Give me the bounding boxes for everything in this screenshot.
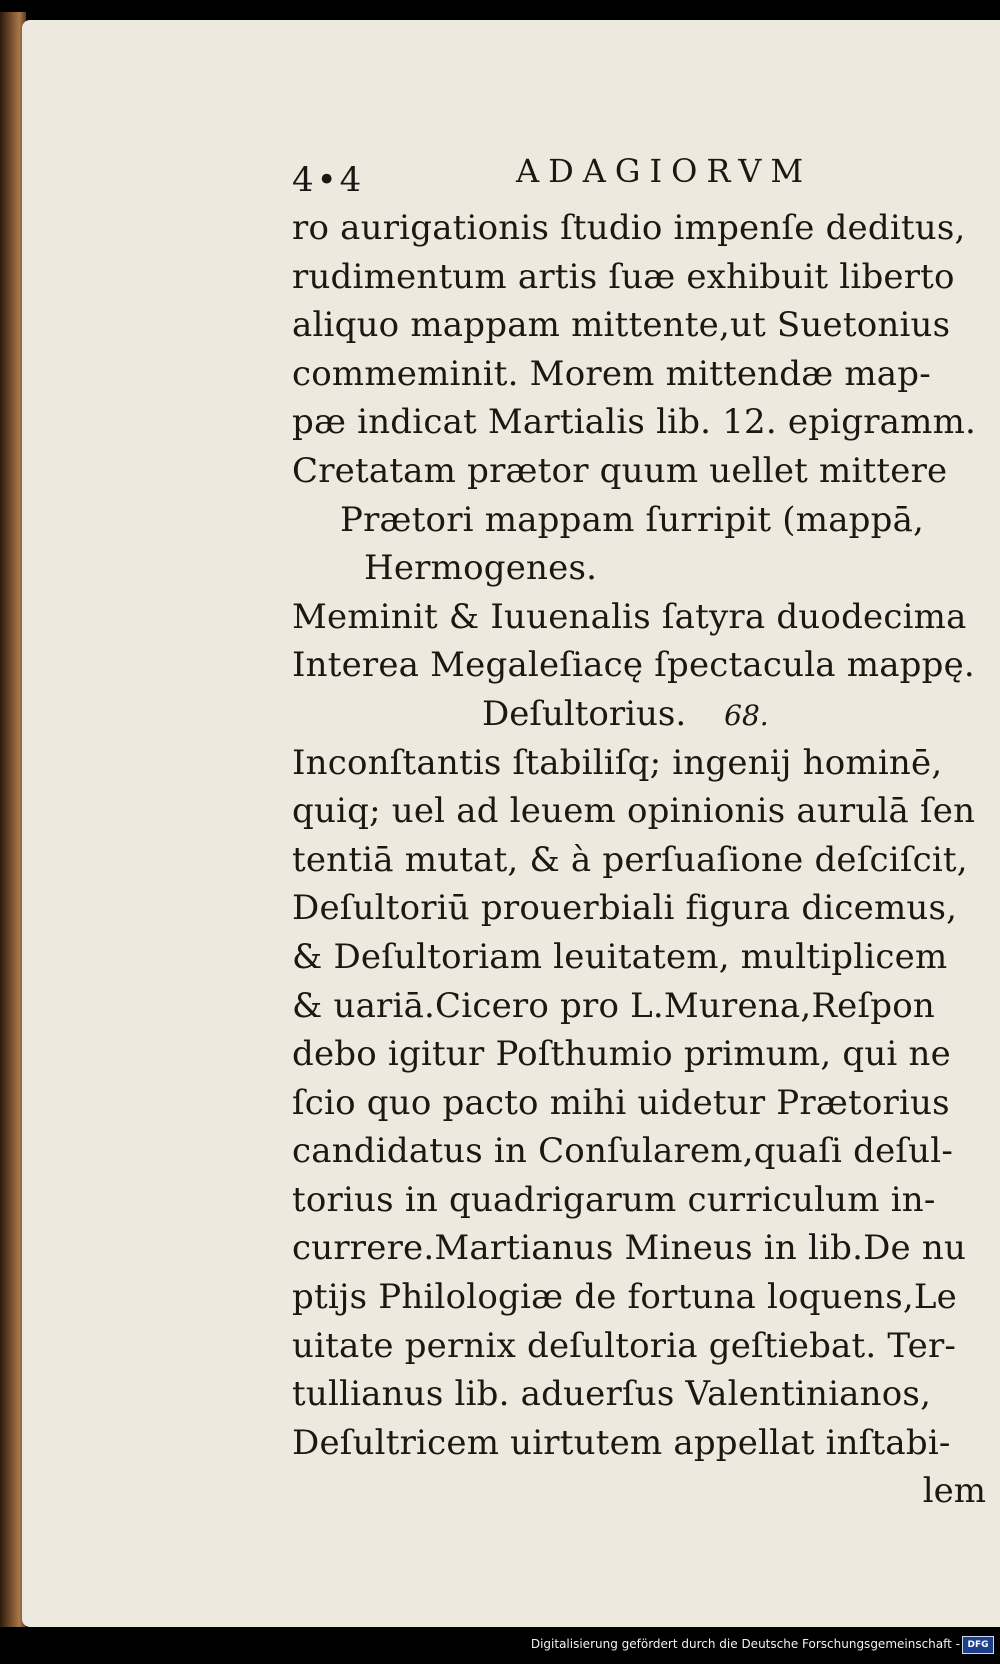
text-line: tentiā mutat, & à perſuaſione deſciſcit, [292,839,968,880]
text-line: rudimentum artis ſuæ exhibuit liberto [292,256,955,297]
text-line: aliquo mappam mittente,ut Suetonius [292,305,951,346]
verse-line: Hermogenes. [364,548,598,589]
text-line: Interea Megaleſiacę ſpectacula mappę. [292,645,975,686]
running-head [292,152,992,204]
adage-heading [292,690,992,739]
footer-bar [0,1627,1000,1664]
text-line: debo igitur Poſthumio primum, qui ne [292,1034,951,1075]
text-line: quiq; uel ad leuem opinionis aurulā ſen [292,791,976,832]
text-line: & Deſultoriam leuitatem, multiplicem [292,936,948,977]
book-page [22,20,1000,1627]
text-line: ro aurigationis ſtudio impenſe deditus, [292,208,966,248]
text-line: ptijs Philologiæ de fortuna loquens,Le [292,1277,957,1318]
adage-number: 68. [724,698,769,732]
text-line: tullianus lib. aduerſus Valentinianos, [292,1374,932,1415]
adage-title: Deſultorius. [482,693,687,734]
text-line: commeminit. Morem mittendæ map- [292,353,931,394]
text-line: torius in quadrigarum curriculum in- [292,1179,936,1220]
text-line: candidatus in Conſularem,quaſi deſul- [292,1131,954,1172]
text-line: ſcio quo pacto mihi uidetur Prætorius [292,1082,950,1123]
text-line: currere.Martianus Mineus in lib.De nu [292,1228,967,1269]
text-line: Deſultricem uirtutem appellat inſtabi- [292,1422,951,1463]
text-block [292,152,992,1516]
text-line: Meminit & Iuuenalis ſatyra duodecima [292,596,967,637]
catchword: lem [922,1471,986,1512]
funding-credit: Digitalisierung gefördert durch die Deutsche Forschungsgemeinschaft - [530,1637,960,1651]
text-line: Cretatam prætor quum uellet mittere [292,450,948,491]
text-line: uitate pernix deſultoria geſtiebat. Ter- [292,1325,957,1366]
text-line: & uariā.Cicero pro L.Murena,Reſpon [292,985,936,1026]
text-line: Inconſtantis ſtabiliſq; ingenij hominē, [292,742,943,783]
text-line: pæ indicat Martialis lib. 12. epigramm. [292,402,977,443]
verse-line: Prætori mappam ſurripit (mappā, [340,499,925,540]
page-number: 4•4 [292,160,365,200]
dfg-logo: DFG [962,1636,994,1654]
text-line: Deſultoriū prouerbiali figura dicemus, [292,888,958,929]
running-head-title: ADAGIORVM [516,152,813,190]
